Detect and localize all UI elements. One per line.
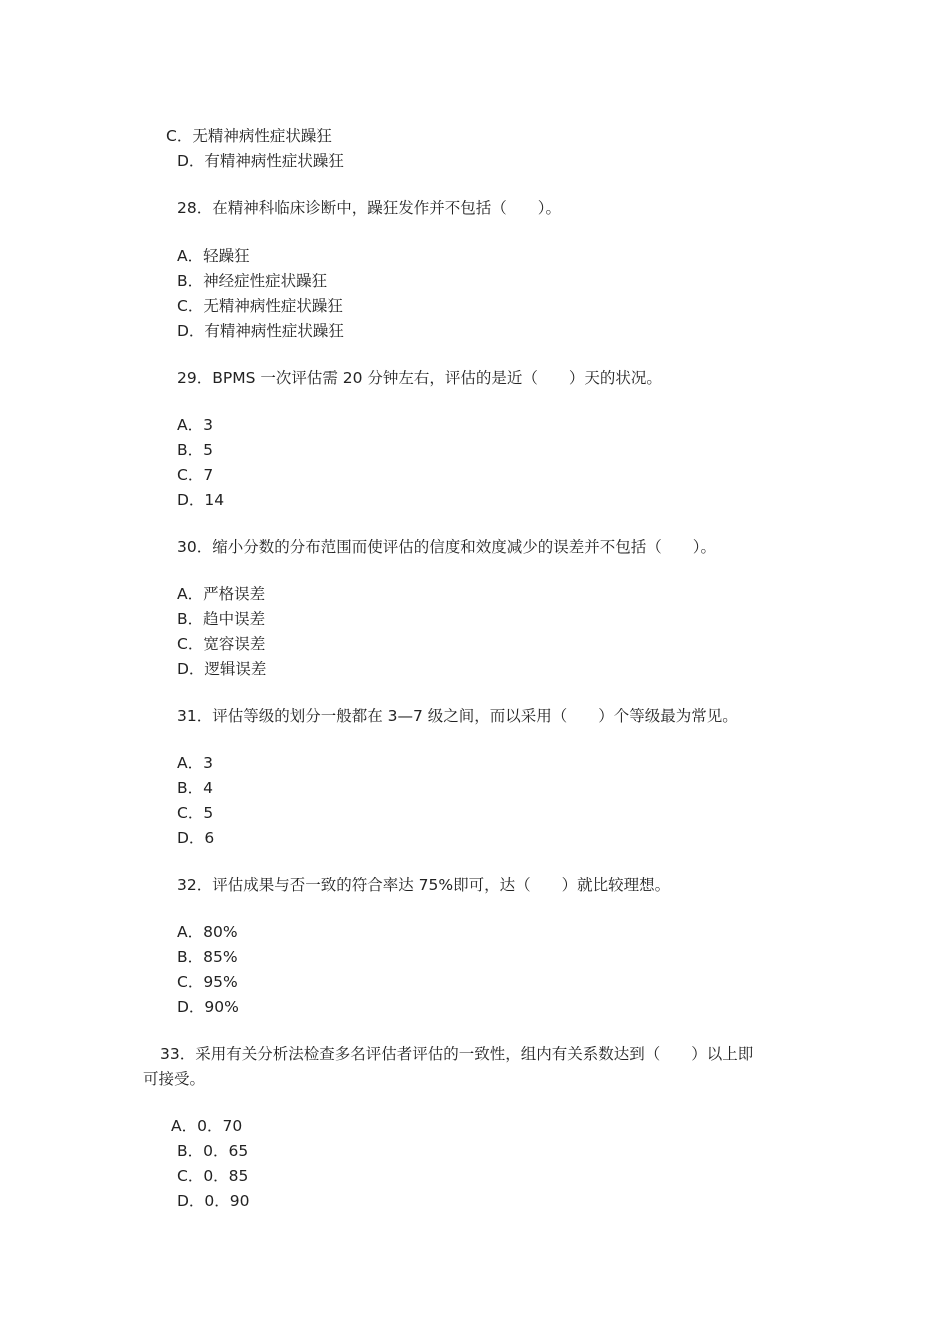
question-stem: 28．在精神科临床诊断中，躁狂发作并不包括（ ）。 xyxy=(177,199,561,217)
option-text: C．0．85 xyxy=(177,1167,249,1185)
option-text: D．6 xyxy=(177,829,215,847)
option-text: B．神经症性症状躁狂 xyxy=(177,272,328,290)
option-text: B．4 xyxy=(177,779,213,797)
option-text: C．5 xyxy=(177,804,214,822)
option-text: D．14 xyxy=(177,491,225,509)
option-text: A．3 xyxy=(177,416,213,434)
option-text: D．有精神病性症状躁狂 xyxy=(177,152,344,170)
question-stem: 30．缩小分数的分布范围而使评估的信度和效度减少的误差并不包括（ ）。 xyxy=(177,538,716,556)
question-stem: 32．评估成果与否一致的符合率达 75%即可，达（ ）就比较理想。 xyxy=(177,876,671,894)
option-text: A．80% xyxy=(177,923,238,941)
question-stem: 33．采用有关分析法检查多名评估者评估的一致性，组内有关系数达到（ ）以上即 xyxy=(160,1045,754,1063)
option-text: C．无精神病性症状躁狂 xyxy=(166,127,332,145)
option-text: D．90% xyxy=(177,998,239,1016)
option-text: C．宽容误差 xyxy=(177,635,266,653)
question-stem: 31．评估等级的划分一般都在 3—7 级之间，而以采用（ ）个等级最为常见。 xyxy=(177,707,738,725)
option-text: A．轻躁狂 xyxy=(177,247,250,265)
option-text: A．3 xyxy=(177,754,213,772)
option-text: B．85% xyxy=(177,948,238,966)
option-text: C．95% xyxy=(177,973,238,991)
option-text: C．7 xyxy=(177,466,214,484)
question-stem-continued: 可接受。 xyxy=(143,1070,206,1088)
option-text: A．0．70 xyxy=(171,1117,243,1135)
option-text: D．逻辑误差 xyxy=(177,660,267,678)
option-text: C．无精神病性症状躁狂 xyxy=(177,297,343,315)
option-text: D．有精神病性症状躁狂 xyxy=(177,322,344,340)
question-stem: 29．BPMS 一次评估需 20 分钟左右，评估的是近（ ）天的状况。 xyxy=(177,369,662,387)
option-text: B．5 xyxy=(177,441,213,459)
option-text: B．0．65 xyxy=(177,1142,249,1160)
option-text: D．0．90 xyxy=(177,1192,250,1210)
option-text: B．趋中误差 xyxy=(177,610,266,628)
option-text: A．严格误差 xyxy=(177,585,266,603)
